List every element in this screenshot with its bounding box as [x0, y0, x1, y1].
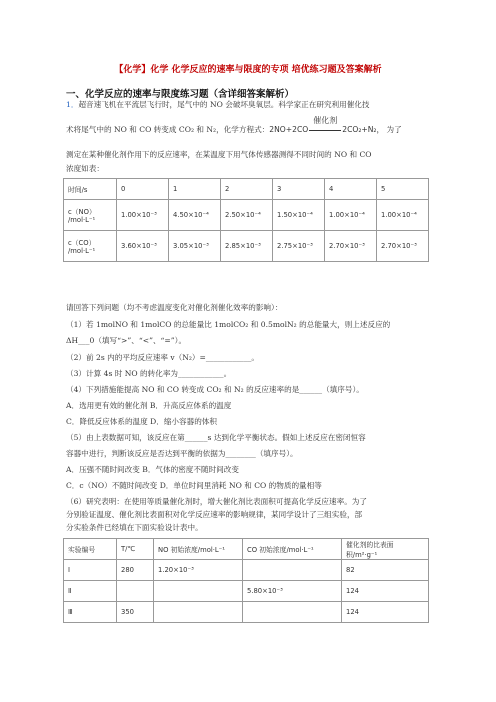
- header-cell: 0: [117, 179, 169, 200]
- table-cell: 1.00×10⁻³: [117, 200, 169, 231]
- header-cell: 实验编号: [64, 539, 117, 560]
- table-cell: Ⅰ: [64, 560, 117, 581]
- table-cell: 1.20×10⁻³: [154, 560, 243, 581]
- header-cell: CO 初始浓度/mol·L⁻¹: [243, 539, 342, 560]
- question-1b-text: ___0（填写“>”、“<”、“=”）。: [78, 336, 187, 345]
- table-cell: 124: [342, 602, 429, 623]
- header-cell: 3: [273, 179, 325, 200]
- table-cell: 2.70×10⁻³: [377, 231, 429, 262]
- table-cell: 2.85×10⁻³: [221, 231, 273, 262]
- table-cell: Ⅲ: [64, 602, 117, 623]
- table-cell: 4.50×10⁻⁴: [169, 200, 221, 231]
- question-5b: 容器中进行，判断该反应是否达到平衡的依据为________（填序号）。: [66, 449, 298, 458]
- row-label: c（NO） /mol·L⁻¹: [64, 200, 117, 231]
- table-cell: 2.70×10⁻³: [325, 231, 377, 262]
- reaction-equation: [269, 116, 385, 134]
- document-title: 【化学】化学 化学反应的速率与限度的专项 培优练习题及答案解析: [114, 65, 382, 75]
- delta-h-symbol: ΔH: [66, 336, 79, 345]
- questions-prompt: 请回答下列问题（均不考虑温度变化对催化剂催化效率的影响）：: [66, 303, 283, 312]
- experiment-table: [63, 538, 429, 623]
- table-row: [64, 602, 429, 623]
- table-cell: 82: [342, 560, 429, 581]
- header-cell: 5: [377, 179, 429, 200]
- table-cell: [243, 560, 342, 581]
- question-number: 1．: [66, 100, 79, 109]
- table-cell: 350: [117, 602, 154, 623]
- header-cell: 时间/s: [64, 179, 117, 200]
- table-cell: [154, 581, 243, 602]
- equation-left: 2NO+2CO: [269, 125, 309, 134]
- header-cell: NO 初始浓度/mol·L⁻¹: [154, 539, 243, 560]
- question-6a: （6）研究表明：在使用等质量催化剂时，增大催化剂比表面积可提高化学反应速率。为了: [66, 497, 367, 506]
- intro-line-4: 浓度如表：: [66, 164, 104, 173]
- table-cell: Ⅱ: [64, 581, 117, 602]
- question-1b: [66, 335, 186, 346]
- table-cell: 280: [117, 560, 154, 581]
- table-row: [64, 581, 429, 602]
- table-cell: 1.00×10⁻⁴: [325, 200, 377, 231]
- intro-text-2: 术将尾气中的 NO 和 CO 转变成 CO₂ 和 N₂，化学方程式：: [66, 125, 270, 134]
- header-cell: T/℃: [117, 539, 154, 560]
- table-cell: 2.50×10⁻⁴: [221, 200, 273, 231]
- table-cell: 3.60×10⁻³: [117, 231, 169, 262]
- question-5-options-ab: A．压强不随时间改变 B．气体的密度不随时间改变: [66, 465, 239, 474]
- table-header-row: [64, 539, 429, 560]
- table-cell: [117, 581, 154, 602]
- question-6b: 分别验证温度、催化剂比表面积对化学反应速率的影响规律，某同学设计了三组实验，部: [66, 510, 363, 519]
- header-cell: 1: [169, 179, 221, 200]
- intro-line-2: [66, 116, 402, 135]
- table-row: [64, 231, 429, 262]
- question-4: （4）下列措施能提高 NO 和 CO 转变成 CO₂ 和 N₂ 的反应速率的是______（填序号）。: [66, 385, 364, 394]
- table-cell: [154, 602, 243, 623]
- question-3: （3）计算 4s 时 NO 的转化率为____________。: [66, 369, 232, 378]
- header-cell: 2: [221, 179, 273, 200]
- table-cell: 1.50×10⁻⁴: [273, 200, 325, 231]
- question-6c: 分实验条件已经填在下面实验设计表中。: [66, 523, 203, 532]
- question-4-options-cd: C．降低反应体系的温度 D．缩小容器的体积: [66, 417, 217, 426]
- table-header-row: [64, 179, 429, 200]
- table-row: [64, 560, 429, 581]
- header-cell: 催化剂的比表面积/m²·g⁻¹: [342, 539, 429, 560]
- question-2: （2）前 2s 内的平均反应速率 v（N₂）=____________。: [66, 353, 260, 362]
- table-cell: [243, 602, 342, 623]
- intro-text-2b: 为了: [386, 125, 402, 134]
- intro-line-3: 测定在某种催化剂作用下的反应速率，在某温度下用气体传感器测得不同时间的 NO 和 CO: [66, 150, 372, 159]
- catalyst-arrow: [308, 116, 342, 134]
- table-cell: 3.05×10⁻³: [169, 231, 221, 262]
- question-1a: （1）若 1molNO 和 1molCO 的总能量比 1molCO₂ 和 0.5molN₂ 的总能量大，则上述反应的: [66, 320, 391, 329]
- question-5-options-cd: C．c（NO）不随时间改变 D．单位时间里消耗 NO 和 CO 的物质的量相等: [66, 481, 322, 490]
- intro-text-1: 超音速飞机在平流层飞行时，尾气中的 NO 会破坏臭氧层。科学家正在研究利用催化技: [78, 100, 370, 109]
- question-5a: （5）由上表数据可知，该反应在第______s 达到化学平衡状态。假如上述反应在密闭恒容: [66, 433, 366, 442]
- section-heading: 一、化学反应的速率与限度练习题（含详细答案解析）: [66, 89, 295, 100]
- table-cell: 2.75×10⁻³: [273, 231, 325, 262]
- question-4-options-ab: A．选用更有效的催化剂 B．升高反应体系的温度: [66, 401, 232, 410]
- table-cell: 5.80×10⁻³: [243, 581, 342, 602]
- intro-line-1: [66, 99, 370, 110]
- table-cell: 1.00×10⁻⁴: [377, 200, 429, 231]
- equation-right: 2CO₂+N₂，: [342, 125, 385, 134]
- table-cell: 124: [342, 581, 429, 602]
- header-cell: 4: [325, 179, 377, 200]
- catalyst-label: 催化剂: [313, 116, 338, 125]
- concentration-table: [63, 178, 429, 262]
- row-label: c（CO） /mol·L⁻¹: [64, 231, 117, 262]
- table-row: [64, 200, 429, 231]
